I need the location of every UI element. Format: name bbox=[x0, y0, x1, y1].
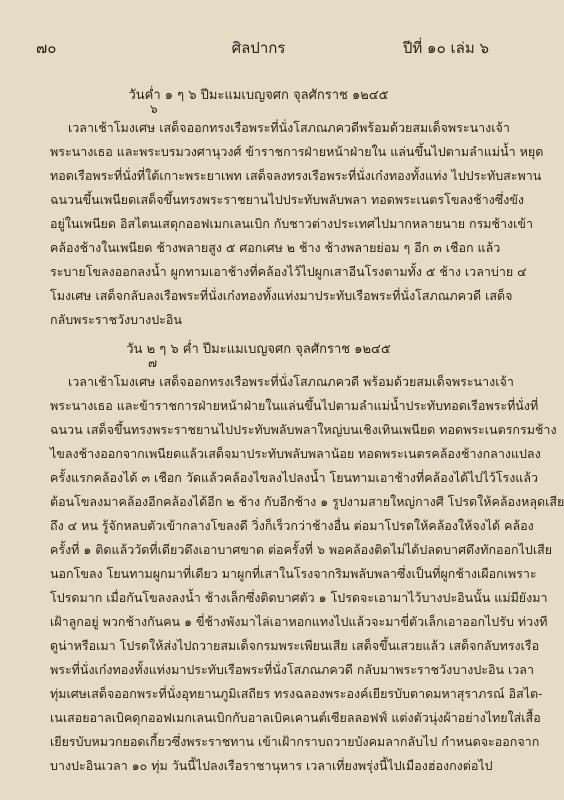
text-line: ครั้งที่ ๑ ติดแล้ววัดที่เดียวดึงเอาบาศขาด ต่อครั้งที่ ๖ พอคล้องติดไม่ได้ปลดบาศดึงทักออกไปเสีย bbox=[50, 542, 553, 557]
journal-title: ศิลปากร bbox=[231, 39, 286, 57]
text-line: ไขลงช้างออกจากเพนียดแล้วเสด็จมาประทับพลับพลาน้อย ทอดพระเนตรคล้องช้างกลางแปลง bbox=[50, 446, 541, 461]
text-line: กลับพระราชวังบางปะอิน bbox=[50, 312, 182, 327]
text-line: ฉนวนขึ้นเพนียดเสด็จขึ้นทรงพระราชยานไปประทับพลับพลา ทอดพระเนตรโขลงช้างซึ่งขัง bbox=[50, 192, 525, 207]
text-line: ต้อนโขลงมาคล้องอีกคล้องได้อีก ๒ ช้าง กับอีกช้าง ๑ รูปงามสายใหญ่กางศี โปรดให้คล้องหลุดเสีย bbox=[50, 494, 564, 509]
entry-heading: วัน ๒ ๆ ๖ ค่ำ ปีมะแมเบญจศก จุลศักราช ๑๒๔๕ bbox=[126, 342, 391, 357]
text-line: คล้องช้างในเพนียด ช้างพลายสูง ๕ ศอกเศษ ๒ ช้าง ช้างพลายย่อม ๆ อีก ๓ เชือก แล้ว bbox=[50, 240, 501, 255]
text-line: นอกโขลง โยนทามผูกมาที่เดียว มาผูกที่เสาในโรงจากริมพลับพลาซึ่งเป็นที่ผูกช้างเผือกเพราะ bbox=[50, 566, 537, 581]
text-line: เนเสอยอาลเบิคดุกออฟเมกเลนเบิกกับอาลเบิคเคานต์เซียลลอฟฟ์ แต่งตัวนุ่งผ้าอย่างไทยใส่เสื้อ bbox=[50, 710, 541, 725]
text-line: ฉนวน เสด็จขึ้นทรงพระราชยานไปประทับพลับพลาใหญ่บนเชิงเทินเพนียด ทอดพระเนตรกรมช้าง bbox=[50, 422, 557, 437]
text-line: ทอดเรือพระที่นั่งที่ใต้เกาะพระยาเพท เสด็จลงทรงเรือพระที่นั่งเก๋งทองทั้งแท่ง ไปประทับสะพาน bbox=[50, 168, 542, 183]
text-line: บางปะอินเวลา ๑๐ ทุ่ม วันนี้ไปลงเรือราชานุหาร เวลาเที่ยงพรุ่งนี้ไปเมืองฮ่องกงต่อไป bbox=[50, 758, 493, 773]
text-line: ทุ่มเศษเสด็จออกพระที่นั่งอุทยานภูมิเสถียร ทรงฉลองพระองค์เยียรบับตาดมหาสุราภรณ์ อิสไต- bbox=[50, 686, 543, 701]
text-line: เยียรบับหมวกยอดเกี้ยวซึ่งพระราชทาน เข้าเฝ้ากราบถวายบังคมลากลับไป กำหนดจะออกจาก bbox=[50, 734, 540, 749]
text-line: ระบายโขลงออกลงน้ำ ผูกทามเอาช้างที่คล้องไว้ไปผูกเสาอีนโรงตามทั้ง ๕ ช้าง เวลาบ่าย ๔ bbox=[50, 264, 527, 279]
entry-heading: วันค่ำ ๑ ๆ ๖ ปีมะแมเบญจศก จุลศักราช ๑๒๔๕ bbox=[128, 88, 389, 103]
text-line: ดูน่าหรือเมา โปรดให้ส่งไปถวายสมเด็จกรมพระเพียนเสีย เสด็จขึ้นเสวยแล้ว เสด็จกลับทรงเรือ bbox=[50, 638, 540, 653]
text-line: เวลาเช้าโมงเศษ เสด็จออกทรงเรือพระที่นั่งโสภณภควดี พร้อมด้วยสมเด็จพระนางเจ้า bbox=[68, 374, 514, 389]
entry-heading-sub: ๗ bbox=[148, 356, 158, 370]
entry-heading-sub: ๖ bbox=[150, 102, 158, 116]
text-line: โมงเศษ เสด็จกลับลงเรือพระที่นั่งเก๋งทองทั้งแท่งมาประทับเรือพระที่นั่งโสภณภควดี เสด็จ bbox=[50, 288, 513, 303]
text-line: โปรดมาก เมื่อกันโขลงลงน้ำ ช้างเล็กซึ่งติดบาศตัว ๑ โปรดจะเอามาไว้บางปะอินนั้น แม่มียังมา bbox=[50, 590, 548, 605]
text-line: เวลาเช้าโมงเศษ เสด็จออกทรงเรือพระที่นั่งโสภณภควดีพร้อมด้วยสมเด็จพระนางเจ้า bbox=[68, 120, 510, 135]
text-line: อยู่ในเพนียด อิสไตนเสดุกออฟเมกเลนเบิก กับชาวต่างประเทศไปมากหลายนาย กรมช้างเข้า bbox=[50, 216, 533, 231]
text-line: พระนางเธอ และพระบรมวงศานุวงศ์ ข้าราชการฝ่ายหน้าฝ่ายใน แล่นขึ้นไปตามลำแม่น้ำ หยุด bbox=[50, 144, 544, 159]
text-line: ครั้งแรกคล้องได้ ๓ เชือก วัดแล้วคล้องไขลงไปลงน้ำ โยนทามเอาช้างที่คล้องได้ไปไว้โรงแล้ว bbox=[50, 470, 539, 485]
text-line: พระที่นั่งเก๋งทองทั้งแท่งมาประทับเรือพระที่นั่งโสภณภควดี กลับมาพระราชวังบางปะอิน เวลา bbox=[50, 662, 534, 677]
text-line: พระนางเธอ และข้าราชการฝ่ายหน้าฝ่ายในแล่นขึ้นไปตามลำแม่น้ำประทับทอดเรือพระที่นั่งที่ bbox=[50, 398, 539, 413]
issue-info: ปีที่ ๑๐ เล่ม ๖ bbox=[402, 39, 489, 57]
page-number: ๗๐ bbox=[36, 39, 57, 57]
text-line: เฝ้าลูกอยู่ พวกช้างกันคน ๑ ขี่ช้างพังมาไล่เอาหอกแทงไปแล้วจะมาขี่ตัวเล็กเอาออกไปรับ ท่วงที bbox=[50, 614, 548, 629]
text-line: ถึง ๔ หน รู้จักหลบตัวเข้ากลางโขลงดี วิ่งก็เร็วกว่าช้างอื่น ต่อมาโปรดให้คล้องให้จงได้ คล้อง bbox=[50, 518, 534, 533]
